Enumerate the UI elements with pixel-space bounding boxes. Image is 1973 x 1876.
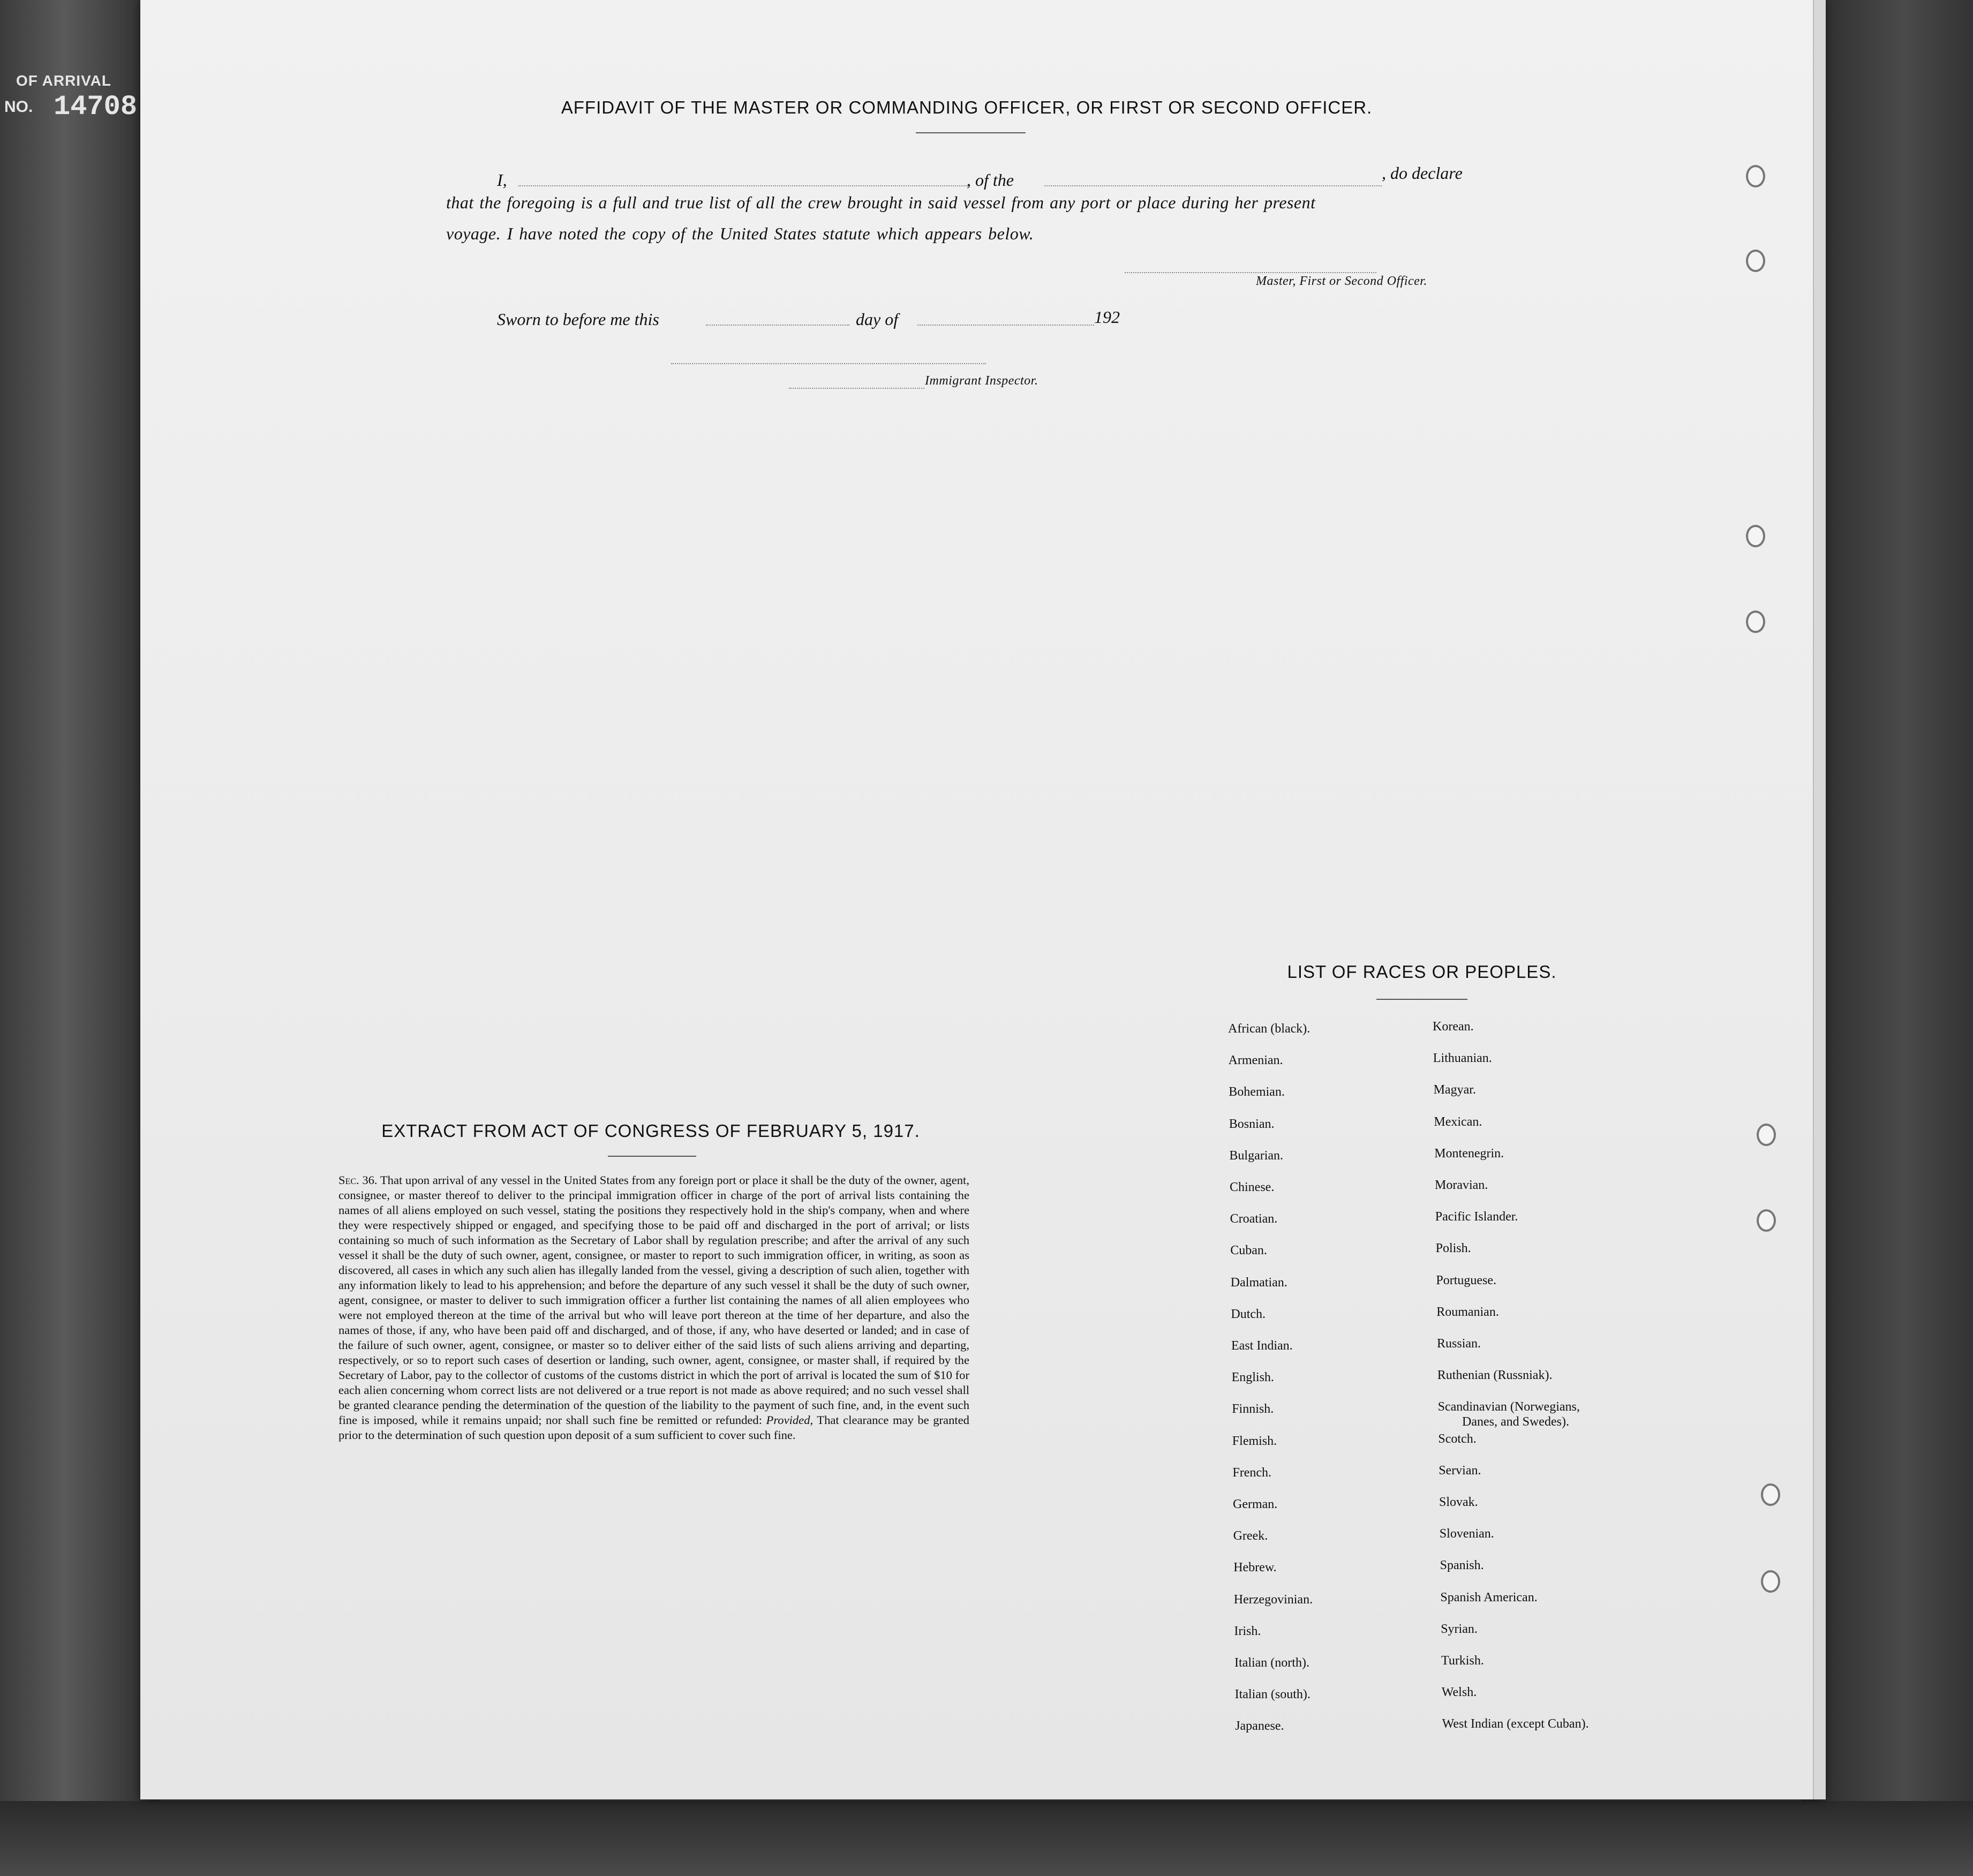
race-item: Slovak. — [1439, 1495, 1478, 1509]
punch-hole — [1761, 1483, 1780, 1506]
do-declare-text: , do declare — [1382, 163, 1463, 183]
race-item: Polish. — [1435, 1241, 1471, 1256]
punch-hole — [1746, 250, 1765, 272]
affidavit-title: AFFIDAVIT OF THE MASTER OR COMMANDING OFFICER, OR FIRST OR SECOND OFFICER. — [561, 97, 1373, 117]
race-item: Chinese. — [1230, 1180, 1275, 1194]
race-item: Cuban. — [1230, 1244, 1267, 1258]
race-item: Dalmatian. — [1230, 1275, 1287, 1290]
extract-title: EXTRACT FROM ACT OF CONGRESS OF FEBRUARY 5, 1917. — [381, 1121, 920, 1141]
race-item: Japanese. — [1235, 1719, 1284, 1734]
statute-text-part-1: That upon arrival of any vessel in the United States from any foreign port or place it shall be the duty of the owner, agent, consignee, or master thereof to deliver to the principal immigration officer in charge of the port of arrival lists containing the names of all aliens employed on such vessel, stating the positions they respectively hold in the ship's company, when and where they were respectively shipped or engaged, and specifying those to be paid off and discharged in the port of arrival; or lists containing so much of such information as the Secretary of Labor shall by regulation prescribe; and after the arrival of any such vessel it shall be the duty of such owner, agent, consignee, or master to report to such immigration officer, in writing, as soon as discovered, all cases in which any such alien has illegally landed from the vessel, giving a description of such alien, together with any information likely to lead to his apprehension; and before the departure of any such vessel it shall be the duty of such owner, agent, consignee, or master to deliver to such immigration officer a further list containing the names of all alien employees who were not employed thereon at the time of the arrival but who will leave port thereon at the time of her departure, and also the names of those, if any, who have been paid off and discharged, and of those, if any, who have deserted or landed; and in case of the failure of such owner, agent, consignee, or master so to deliver either of the said lists of such aliens arriving and departing, respectively, or so to report such cases of desertion or landing, such owner, agent, consignee, or master shall, if required by the Secretary of Labor, pay to the collector of customs of the customs district in which the port of arrival is located the sum of $10 for each alien concerning whom correct lists are not delivered or a true report is not made as above required; and no such vessel shall be granted clearance pending the determination of the question of the liability to the payment of such fine, and, in the event such fine is imposed, while it remains unpaid; nor shall such fine be remitted or refunded: — [338, 1173, 969, 1427]
race-item: Herzegovinian. — [1233, 1592, 1313, 1607]
race-item: Spanish. — [1440, 1558, 1484, 1573]
document-page — [140, 0, 1825, 1799]
race-item: Roumanian. — [1436, 1305, 1499, 1319]
provided-text: Provided, — [766, 1413, 814, 1427]
arrival-stamp — [0, 67, 147, 126]
race-item: Ruthenian (Russniak). — [1437, 1368, 1553, 1383]
race-item: East Indian. — [1231, 1339, 1293, 1353]
race-item: Portuguese. — [1436, 1273, 1497, 1287]
officer-signature-blank — [1125, 272, 1376, 273]
race-item: Turkish. — [1441, 1654, 1484, 1668]
stamp-line-1: OF ARRIVAL — [16, 72, 111, 89]
race-item: Magyar. — [1433, 1083, 1476, 1097]
inspector-signature-blank — [671, 363, 986, 364]
punch-hole — [1761, 1570, 1780, 1593]
race-item: Croatian. — [1230, 1212, 1278, 1226]
page-edge — [1813, 0, 1826, 1799]
race-item: French. — [1232, 1465, 1272, 1480]
race-item: Flemish. — [1232, 1434, 1277, 1448]
year-prefix: 192 — [1094, 307, 1120, 327]
punch-hole — [1746, 165, 1765, 187]
punch-hole — [1757, 1209, 1776, 1232]
race-item: Lithuanian. — [1433, 1051, 1492, 1066]
race-item: West Indian (except Cuban). — [1442, 1717, 1589, 1731]
race-item-continuation: Danes, and Swedes). — [1462, 1415, 1569, 1429]
declaration-line-2: that the foregoing is a full and true list of all the crew brought in said vessel from any port or place during her present — [446, 193, 1316, 212]
race-item: Finnish. — [1232, 1402, 1274, 1417]
declaration-line-3: voyage. I have noted the copy of the United States statute which appears below. — [446, 224, 1034, 243]
race-item: English. — [1231, 1370, 1274, 1385]
race-item: Irish. — [1234, 1624, 1261, 1638]
declarant-pronoun: I, — [497, 170, 507, 190]
punch-hole — [1746, 611, 1765, 633]
statute-text-part-2: That clearance may be granted prior to the determination of such question upon deposit of a sum sufficient to cover such fine. — [338, 1413, 969, 1442]
race-item: German. — [1233, 1497, 1278, 1511]
inspector-signature-label: Immigrant Inspector. — [925, 374, 1038, 388]
punch-hole — [1746, 525, 1765, 547]
race-item: Korean. — [1433, 1020, 1474, 1034]
race-item: Welsh. — [1441, 1685, 1477, 1700]
race-item: Syrian. — [1441, 1622, 1478, 1636]
race-item: Scandinavian (Norwegians, — [1437, 1400, 1580, 1414]
race-item: Hebrew. — [1233, 1561, 1277, 1575]
day-of-text: day of — [856, 310, 899, 329]
race-item: Russian. — [1437, 1337, 1481, 1351]
left-background — [0, 0, 161, 1876]
race-item: Bohemian. — [1229, 1085, 1285, 1099]
statute-extract — [338, 1173, 969, 1443]
stamp-number: 14708 — [54, 91, 138, 123]
race-item: Servian. — [1439, 1463, 1481, 1478]
race-item: Dutch. — [1231, 1307, 1266, 1321]
race-item: Pacific Islander. — [1435, 1210, 1518, 1224]
race-item: Italian (south). — [1234, 1687, 1311, 1702]
bottom-background — [0, 1801, 1973, 1876]
stamp-line-2: NO. — [4, 98, 33, 116]
day-blank — [706, 325, 849, 326]
races-title-rule — [1376, 999, 1467, 1000]
section-number: Sec. 36. — [338, 1173, 378, 1187]
sworn-text: Sworn to before me this — [497, 310, 659, 329]
race-item: Bosnian. — [1229, 1117, 1275, 1131]
punch-hole — [1757, 1124, 1776, 1146]
officer-signature-label: Master, First or Second Officer. — [1256, 274, 1427, 288]
race-item: African (black). — [1228, 1022, 1311, 1036]
race-item: Bulgarian. — [1229, 1148, 1284, 1163]
race-item: Armenian. — [1228, 1053, 1283, 1068]
extract-title-rule — [608, 1156, 696, 1157]
races-list-title: LIST OF RACES OR PEOPLES. — [1287, 962, 1557, 982]
vessel-blank — [1044, 185, 1382, 186]
race-item: Mexican. — [1434, 1114, 1482, 1129]
race-item: Moravian. — [1435, 1178, 1488, 1192]
name-blank — [518, 185, 968, 186]
month-blank — [917, 325, 1094, 326]
race-item: Slovenian. — [1439, 1527, 1494, 1541]
race-item: Scotch. — [1438, 1432, 1477, 1446]
inspector-label-leader — [789, 388, 924, 389]
title-rule — [916, 132, 1026, 133]
race-item: Spanish American. — [1440, 1590, 1538, 1604]
race-item: Greek. — [1233, 1529, 1268, 1543]
race-item: Montenegrin. — [1434, 1146, 1504, 1161]
of-the-text: , of the — [967, 170, 1014, 190]
right-background — [1802, 0, 1973, 1876]
race-item: Italian (north). — [1234, 1656, 1309, 1670]
